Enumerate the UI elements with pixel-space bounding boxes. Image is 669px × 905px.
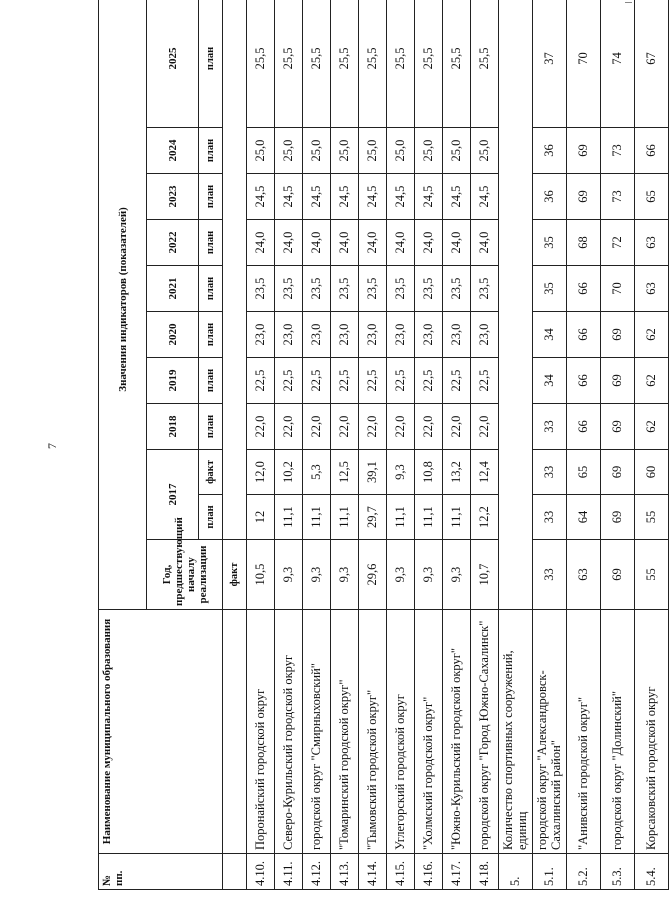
table-cell: 9,3: [331, 540, 359, 610]
table-cell: 11,1: [415, 495, 443, 540]
table-cell: 10,8: [415, 450, 443, 495]
table-cell: 34: [532, 358, 566, 404]
table-cell: 36: [532, 174, 566, 220]
table-cell: 36: [532, 128, 566, 174]
table-cell: 23,5: [471, 266, 499, 312]
table-cell: 39,1: [359, 450, 387, 495]
table-cell: 66: [566, 358, 600, 404]
subheader-2025-plan: план: [199, 0, 223, 128]
table-row: [303, 0, 331, 890]
row-name: городской округ "Город Южно-Сахалинск": [471, 610, 499, 854]
table-row: [634, 0, 668, 890]
row-name: городской округ "Смирныховский": [303, 610, 331, 854]
table-cell: 24,5: [331, 174, 359, 220]
table-cell: 23,5: [303, 266, 331, 312]
row-name: городской округ "Александровск-Сахалинский район": [532, 610, 566, 854]
indicators-table: [98, 0, 669, 890]
row-number: 5.4.: [634, 854, 668, 890]
table-cell: 63: [634, 266, 668, 312]
table-cell: 65: [566, 450, 600, 495]
header-year-2024: 2024: [147, 128, 199, 174]
subheader-2024-plan: план: [199, 128, 223, 174]
subheader-year-before-fact: факт: [223, 540, 247, 610]
table-cell: 29,6: [359, 540, 387, 610]
table-cell: 22,0: [247, 404, 275, 450]
table-cell: 25,0: [275, 128, 303, 174]
table-row: [566, 0, 600, 890]
table-cell: 22,0: [471, 404, 499, 450]
table-cell: 22,5: [359, 358, 387, 404]
table-cell: 70: [600, 266, 634, 312]
table-cell: 9,3: [303, 540, 331, 610]
table-cell: 12: [247, 495, 275, 540]
table-cell: [499, 0, 533, 610]
table-cell: 12,0: [247, 450, 275, 495]
table-cell: 24,5: [359, 174, 387, 220]
row-number: 4.10.: [247, 854, 275, 890]
subheader-2021-plan: план: [199, 266, 223, 312]
table-cell: 25,0: [359, 128, 387, 174]
table-cell: 25,5: [415, 0, 443, 128]
header-year-2020: 2020: [147, 312, 199, 358]
table-cell: 25,0: [303, 128, 331, 174]
table-cell: 35: [532, 266, 566, 312]
table-cell: 29,7: [359, 495, 387, 540]
header-values: Значения индикаторов (показателей): [99, 0, 147, 610]
table-cell: 22,0: [359, 404, 387, 450]
table-cell: 11,1: [275, 495, 303, 540]
table-cell: 25,0: [247, 128, 275, 174]
table-cell: 23,0: [415, 312, 443, 358]
table-cell: 23,0: [275, 312, 303, 358]
table-cell: 9,3: [415, 540, 443, 610]
table-cell: 24,0: [275, 220, 303, 266]
table-cell: 69: [600, 450, 634, 495]
table-cell: 69: [566, 174, 600, 220]
table-cell: 11,1: [443, 495, 471, 540]
row-name: "Холмский городской округ": [415, 610, 443, 854]
table-cell: 9,3: [275, 540, 303, 610]
table-cell: 33: [532, 495, 566, 540]
table-cell: 55: [634, 540, 668, 610]
table-row: [532, 0, 566, 890]
table-cell: 23,0: [387, 312, 415, 358]
subheader-2020-plan: план: [199, 312, 223, 358]
header-year-2021: 2021: [147, 266, 199, 312]
row-number: 4.14.: [359, 854, 387, 890]
subheader-2017-fact: факт: [199, 450, 223, 495]
header-year-2025: 2025: [147, 0, 199, 128]
table-cell: 24,5: [415, 174, 443, 220]
section-number: 5.: [499, 854, 533, 890]
row-name: Северо-Курильский городской округ: [275, 610, 303, 854]
row-number: 4.15.: [387, 854, 415, 890]
table-cell: 25,0: [387, 128, 415, 174]
table-cell: 12,2: [471, 495, 499, 540]
row-name: "Анивский городской округ": [566, 610, 600, 854]
table-row: [331, 0, 359, 890]
table-cell: 23,0: [247, 312, 275, 358]
table-cell: 66: [634, 128, 668, 174]
table-cell: 68: [566, 220, 600, 266]
table-cell: 69: [600, 312, 634, 358]
table-cell: 25,5: [331, 0, 359, 128]
table-cell: 23,5: [443, 266, 471, 312]
table-cell: 37: [532, 0, 566, 128]
row-name: "Томаринский городской округ": [331, 610, 359, 854]
row-name: Поронайский городской округ: [247, 610, 275, 854]
row-number: 4.16.: [415, 854, 443, 890]
table-cell: 23,5: [359, 266, 387, 312]
table-cell: 22,0: [331, 404, 359, 450]
subheader-2017-plan: план: [199, 495, 223, 540]
table-cell: 34: [532, 312, 566, 358]
table-cell: 23,0: [303, 312, 331, 358]
header-year-2018: 2018: [147, 404, 199, 450]
table-cell: 74: [600, 0, 634, 128]
table-cell: 22,5: [331, 358, 359, 404]
table-cell: 23,5: [247, 266, 275, 312]
table-cell: 25,5: [275, 0, 303, 128]
row-name: Углегорский городской округ: [387, 610, 415, 854]
section-row: [499, 0, 533, 890]
section-title: Количество спортивных сооружений, единиц: [499, 610, 533, 854]
table-cell: 24,0: [387, 220, 415, 266]
table-cell: 23,5: [275, 266, 303, 312]
table-row: [387, 0, 415, 890]
table-row: [471, 0, 499, 890]
row-number: 4.18.: [471, 854, 499, 890]
table-cell: 9,3: [443, 540, 471, 610]
subheader-2022-plan: план: [199, 220, 223, 266]
table-cell: 62: [634, 358, 668, 404]
table-cell: 22,5: [303, 358, 331, 404]
subheader-row: [223, 0, 247, 890]
table-cell: 24,5: [303, 174, 331, 220]
table-cell: 67: [634, 0, 668, 128]
table-cell: 23,0: [331, 312, 359, 358]
subheader-2023-plan: план: [199, 174, 223, 220]
subheader-2018-plan: план: [199, 404, 223, 450]
table-cell: 24,0: [247, 220, 275, 266]
table-cell: 72: [600, 220, 634, 266]
table-cell: 24,0: [359, 220, 387, 266]
table-cell: 33: [532, 450, 566, 495]
table-cell: 24,5: [443, 174, 471, 220]
table-cell: 25,0: [443, 128, 471, 174]
row-number: 4.12.: [303, 854, 331, 890]
table-row: [600, 0, 634, 890]
table-cell: 23,5: [387, 266, 415, 312]
table-cell: 24,0: [471, 220, 499, 266]
table-cell: 25,5: [359, 0, 387, 128]
table-cell: 9,3: [387, 540, 415, 610]
table-cell: 69: [600, 540, 634, 610]
header-name: Наименование муниципального образования: [99, 610, 223, 854]
table-cell: 62: [634, 312, 668, 358]
table-cell: 66: [566, 266, 600, 312]
table-cell: 69: [600, 495, 634, 540]
table-cell: 23,0: [471, 312, 499, 358]
table-cell: 60: [634, 450, 668, 495]
table-cell: 22,0: [387, 404, 415, 450]
table-cell: 10,2: [275, 450, 303, 495]
header-year-before: Год, предшествующий началу реализации: [147, 540, 223, 610]
table-cell: [223, 610, 247, 854]
table-cell: 65: [634, 174, 668, 220]
row-number: 4.17.: [443, 854, 471, 890]
table-cell: 66: [566, 404, 600, 450]
table-cell: 24,5: [471, 174, 499, 220]
table-cell: 5,3: [303, 450, 331, 495]
table-cell: 33: [532, 404, 566, 450]
table-cell: 25,5: [387, 0, 415, 128]
table-cell: [223, 0, 247, 540]
table-cell: 22,5: [443, 358, 471, 404]
table-cell: 70: [566, 0, 600, 128]
table-cell: 25,5: [443, 0, 471, 128]
table-cell: 10,7: [471, 540, 499, 610]
table-cell: 73: [600, 128, 634, 174]
table-cell: 24,5: [247, 174, 275, 220]
table-cell: 55: [634, 495, 668, 540]
table-cell: 9,3: [387, 450, 415, 495]
table-cell: 22,5: [387, 358, 415, 404]
page-number: 7: [45, 443, 59, 449]
table-cell: 69: [600, 358, 634, 404]
table-cell: 63: [566, 540, 600, 610]
table-row: [415, 0, 443, 890]
table-cell: 23,5: [415, 266, 443, 312]
table-cell: 11,1: [303, 495, 331, 540]
rotated-table-wrapper: [98, 30, 659, 890]
table-cell: 11,1: [331, 495, 359, 540]
row-name: городской округ "Долинский": [600, 610, 634, 854]
table-cell: 25,0: [415, 128, 443, 174]
table-cell: 69: [566, 128, 600, 174]
rotated-sheet: [98, 30, 659, 890]
table-cell: 22,5: [247, 358, 275, 404]
table-cell: 35: [532, 220, 566, 266]
row-number: 5.3.: [600, 854, 634, 890]
table-row: [359, 0, 387, 890]
table-cell: 23,0: [443, 312, 471, 358]
table-cell: 25,0: [471, 128, 499, 174]
table-cell: 13,2: [443, 450, 471, 495]
table-row: [443, 0, 471, 890]
table-cell: 66: [566, 312, 600, 358]
table-cell: 24,0: [415, 220, 443, 266]
table-cell: 24,0: [443, 220, 471, 266]
table-cell: 22,0: [303, 404, 331, 450]
table-cell: 73: [600, 174, 634, 220]
table-cell: 22,5: [471, 358, 499, 404]
table-cell: 25,5: [471, 0, 499, 128]
header-year-2019: 2019: [147, 358, 199, 404]
table-cell: 33: [532, 540, 566, 610]
table-cell: 22,5: [415, 358, 443, 404]
row-number: 4.11.: [275, 854, 303, 890]
table-cell: 64: [566, 495, 600, 540]
table-body: [223, 0, 669, 890]
table-row: [275, 0, 303, 890]
table-cell: 69: [600, 404, 634, 450]
table-cell: 24,0: [331, 220, 359, 266]
row-number: 5.1.: [532, 854, 566, 890]
table-cell: 10,5: [247, 540, 275, 610]
row-number: 5.2.: [566, 854, 600, 890]
row-name: "Тымовский городской округ": [359, 610, 387, 854]
table-cell: 22,0: [415, 404, 443, 450]
header-year-2023: 2023: [147, 174, 199, 220]
table-cell: 62: [634, 404, 668, 450]
row-name: Корсаковский городской округ: [634, 610, 668, 854]
table-cell: 22,5: [275, 358, 303, 404]
header-year-2022: 2022: [147, 220, 199, 266]
row-number: 4.13.: [331, 854, 359, 890]
table-cell: 24,0: [303, 220, 331, 266]
header-no: № пп.: [99, 854, 223, 890]
subheader-2019-plan: план: [199, 358, 223, 404]
row-name: "Южно-Курильский городской округ": [443, 610, 471, 854]
table-cell: 24,5: [275, 174, 303, 220]
table-cell: 12,4: [471, 450, 499, 495]
table-cell: 63: [634, 220, 668, 266]
header-year-2017: 2017: [147, 450, 199, 540]
table-cell: 12,5: [331, 450, 359, 495]
table-cell: 25,5: [303, 0, 331, 128]
table-cell: 23,5: [331, 266, 359, 312]
table-cell: 24,5: [387, 174, 415, 220]
table-cell: 22,0: [275, 404, 303, 450]
table-cell: 23,0: [359, 312, 387, 358]
table-row: [247, 0, 275, 890]
table-cell: 25,5: [247, 0, 275, 128]
table-cell: 11,1: [387, 495, 415, 540]
table-cell: [223, 854, 247, 890]
table-cell: 25,0: [331, 128, 359, 174]
table-cell: 22,0: [443, 404, 471, 450]
